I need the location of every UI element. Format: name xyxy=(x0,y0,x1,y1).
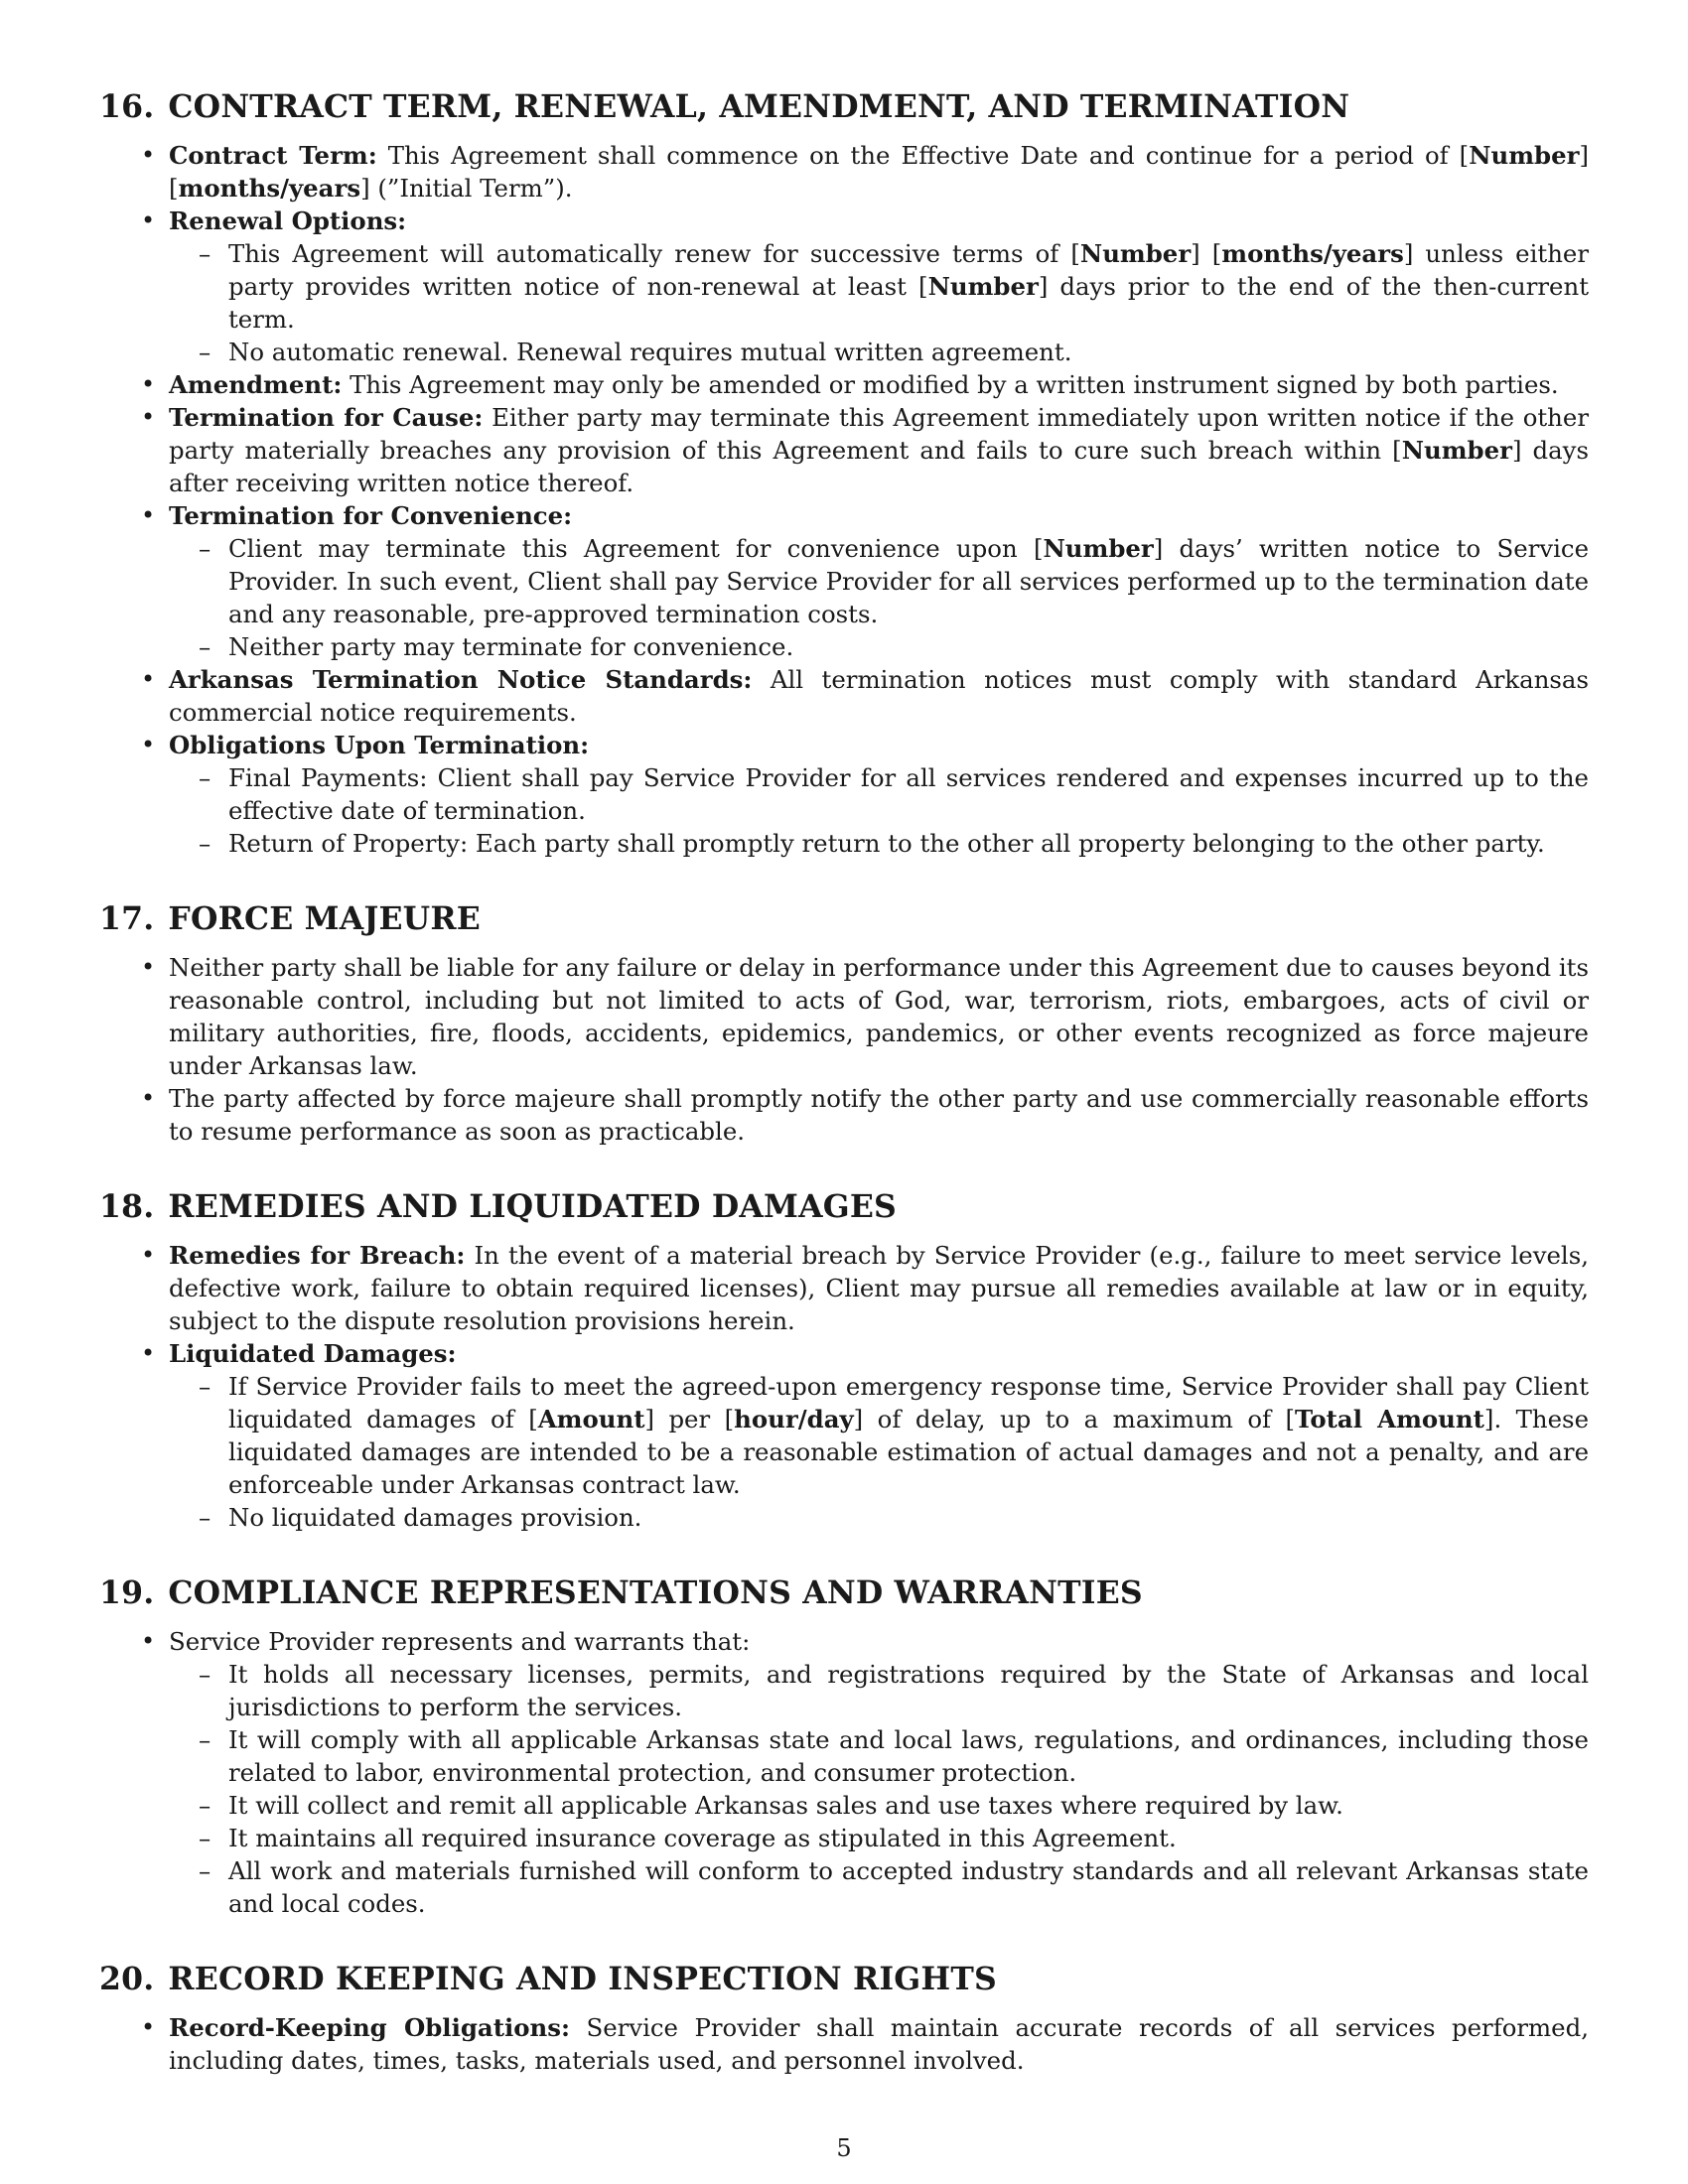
section-contract-term-renewal-amendment-and-termination xyxy=(99,87,1589,860)
sub-list-item xyxy=(228,630,1589,663)
placeholder-field: hour/day xyxy=(734,1405,854,1433)
section-heading xyxy=(99,1573,1589,1613)
text-run: This Agreement may only be amended or modified by a written instrument signed by both parties. xyxy=(342,370,1559,399)
list-item xyxy=(169,205,1589,368)
sub-list xyxy=(169,1658,1589,1920)
text-run: This Agreement will automatically renew for successive terms of [ xyxy=(228,239,1080,268)
placeholder-field: months/years xyxy=(178,174,361,203)
section-heading xyxy=(99,87,1589,127)
text-run: ] [ xyxy=(1191,239,1222,268)
list-item xyxy=(169,663,1589,729)
sub-list-item xyxy=(228,1723,1589,1789)
sub-list-item xyxy=(228,761,1589,827)
sub-list xyxy=(169,532,1589,663)
text-run: Client may terminate this Agreement for convenience upon [ xyxy=(228,534,1044,563)
item-lead: Record-Keeping Obligations: xyxy=(169,2013,570,2042)
item-lead: Remedies for Breach: xyxy=(169,1241,466,1270)
placeholder-field: Total Amount xyxy=(1295,1405,1484,1433)
bullet-list xyxy=(99,2011,1589,2077)
list-item xyxy=(169,499,1589,663)
item-lead: Amendment: xyxy=(169,370,343,399)
sub-list-item xyxy=(228,1658,1589,1723)
text-run: No liquidated damages provision. xyxy=(228,1503,642,1532)
placeholder-field: Number xyxy=(927,272,1039,301)
list-item xyxy=(169,139,1589,205)
section-number: 18. xyxy=(99,1188,155,1225)
sub-list-item xyxy=(228,1501,1589,1534)
text-run: The party affected by force majeure shall promptly notify the other party and use commercially reasonable efforts to resume performance as soon as practicable. xyxy=(169,1084,1589,1146)
section-compliance-representations-and-warranties xyxy=(99,1573,1589,1920)
list-item xyxy=(169,1082,1589,1148)
text-run: ]. These liquidated damages are intended to be a reasonable estimation of actual damages and not a penalty, and are enforceable under Arkansas contract law. xyxy=(228,1405,1590,1499)
text-run: All work and materials furnished will conform to accepted industry standards and all relevant Arkansas state and local codes. xyxy=(228,1856,1589,1918)
text-run: No automatic renewal. Renewal requires mutual written agreement. xyxy=(228,338,1072,366)
text-run: ] days after receiving written notice thereof. xyxy=(169,436,1589,497)
text-run: ] unless either party provides written notice of non-renewal at least [ xyxy=(228,239,1589,301)
section-heading xyxy=(99,899,1589,939)
text-run: Service Provider represents and warrants that: xyxy=(169,1627,751,1656)
sub-list-item xyxy=(228,237,1589,336)
sub-list-item xyxy=(228,1789,1589,1822)
section-number: 17. xyxy=(99,900,155,937)
bullet-list xyxy=(99,951,1589,1148)
item-lead: Arkansas Termination Notice Standards: xyxy=(169,665,753,694)
section-number: 16. xyxy=(99,88,155,125)
section-number: 19. xyxy=(99,1574,155,1611)
section-title: COMPLIANCE REPRESENTATIONS AND WARRANTIES xyxy=(168,1574,1143,1611)
item-lead: Renewal Options: xyxy=(169,206,407,235)
placeholder-field: Number xyxy=(1401,436,1512,465)
placeholder-field: Number xyxy=(1079,239,1192,268)
sub-list xyxy=(169,761,1589,860)
text-run: Neither party shall be liable for any failure or delay in performance under this Agreement due to causes beyond its reasonable control, including but not limited to acts of God, war, terrorism, riots, embargoes, acts of civil or military authorities, fire, floods, accidents, epidemics, pandemics, or other events recognized as force majeure under Arkansas law. xyxy=(169,953,1589,1080)
text-run: Neither party may terminate for convenience. xyxy=(228,632,794,661)
text-run: Return of Property: Each party shall promptly return to the other all property belonging to the other party. xyxy=(228,829,1545,858)
sub-list-item xyxy=(228,532,1589,630)
list-item xyxy=(169,729,1589,860)
list-item xyxy=(169,1625,1589,1920)
text-run: This Agreement shall commence on the Effective Date and continue for a period of [ xyxy=(376,141,1470,170)
sub-list-item xyxy=(228,1822,1589,1854)
list-item xyxy=(169,401,1589,499)
section-heading xyxy=(99,1187,1589,1227)
bullet-list xyxy=(99,1239,1589,1534)
placeholder-field: Number xyxy=(1469,141,1580,170)
sub-list xyxy=(169,237,1589,368)
placeholder-field: Amount xyxy=(537,1405,645,1433)
section-force-majeure xyxy=(99,899,1589,1148)
list-item xyxy=(169,2011,1589,2077)
text-run: Final Payments: Client shall pay Service Provider for all services rendered and expenses incurred up to the effective date of termination. xyxy=(228,763,1589,825)
placeholder-field: months/years xyxy=(1221,239,1404,268)
item-lead: Termination for Cause: xyxy=(169,403,484,432)
bullet-list xyxy=(99,139,1589,860)
item-lead: Liquidated Damages: xyxy=(169,1339,457,1368)
section-title: CONTRACT TERM, RENEWAL, AMENDMENT, AND TERMINATION xyxy=(168,88,1350,125)
sub-list-item xyxy=(228,1370,1589,1501)
text-run: ] of delay, up to a maximum of [ xyxy=(853,1405,1296,1433)
list-item xyxy=(169,951,1589,1082)
page-number: 5 xyxy=(836,2134,852,2162)
section-title: FORCE MAJEURE xyxy=(168,900,481,937)
bullet-list xyxy=(99,1625,1589,1920)
text-run: It holds all necessary licenses, permits, and registrations required by the State of Arkansas and local jurisdictions to perform the services. xyxy=(228,1660,1589,1721)
text-run: ] days’ written notice to Service Provider. In such event, Client shall pay Service Provider for all services performed up to the termination date and any reasonable, pre-approved termination costs. xyxy=(228,534,1590,628)
item-lead: Contract Term: xyxy=(169,141,377,170)
section-title: REMEDIES AND LIQUIDATED DAMAGES xyxy=(168,1188,897,1225)
section-remedies-and-liquidated-damages xyxy=(99,1187,1589,1534)
list-item xyxy=(169,368,1589,401)
item-lead: Termination for Convenience: xyxy=(169,501,573,530)
list-item xyxy=(169,1337,1589,1534)
text-run: It will comply with all applicable Arkansas state and local laws, regulations, and ordinances, including those related to labor, environmental protection, and consumer protection. xyxy=(228,1725,1589,1787)
text-run: ] days prior to the end of the then-current term. xyxy=(228,272,1589,334)
sub-list-item xyxy=(228,1854,1589,1920)
sub-list-item xyxy=(228,336,1589,368)
section-title: RECORD KEEPING AND INSPECTION RIGHTS xyxy=(168,1961,997,1997)
text-run: Service Provider shall maintain accurate records of all services performed, including dates, times, tasks, materials used, and personnel involved. xyxy=(169,2013,1589,2075)
section-number: 20. xyxy=(99,1961,155,1997)
item-lead: Obligations Upon Termination: xyxy=(169,731,590,759)
placeholder-field: Number xyxy=(1043,534,1154,563)
text-run: Either party may terminate this Agreement immediately upon written notice if the other party materially breaches any provision of this Agreement and fails to cure such breach within [ xyxy=(169,403,1589,465)
sub-list-item xyxy=(228,827,1589,860)
section-heading xyxy=(99,1960,1589,1999)
text-run: All termination notices must comply with standard Arkansas commercial notice requirements. xyxy=(169,665,1589,727)
list-item xyxy=(169,1239,1589,1337)
document-page xyxy=(99,87,1589,2116)
sub-list xyxy=(169,1370,1589,1534)
text-run: ] per [ xyxy=(644,1405,735,1433)
section-record-keeping-and-inspection-rights xyxy=(99,1960,1589,2077)
text-run: It maintains all required insurance coverage as stipulated in this Agreement. xyxy=(228,1824,1177,1852)
text-run: ] [ xyxy=(169,141,1589,203)
text-run: It will collect and remit all applicable Arkansas sales and use taxes where required by law. xyxy=(228,1791,1343,1820)
text-run: ] (”Initial Term”). xyxy=(360,174,573,203)
text-run: If Service Provider fails to meet the agreed-upon emergency response time, Service Provider shall pay Client liquidated damages of [ xyxy=(228,1372,1589,1433)
text-run: In the event of a material breach by Service Provider (e.g., failure to meet service levels, defective work, failure to obtain required licenses), Client may pursue all remedies available at law or in equity, subject to the dispute resolution provisions herein. xyxy=(169,1241,1589,1335)
